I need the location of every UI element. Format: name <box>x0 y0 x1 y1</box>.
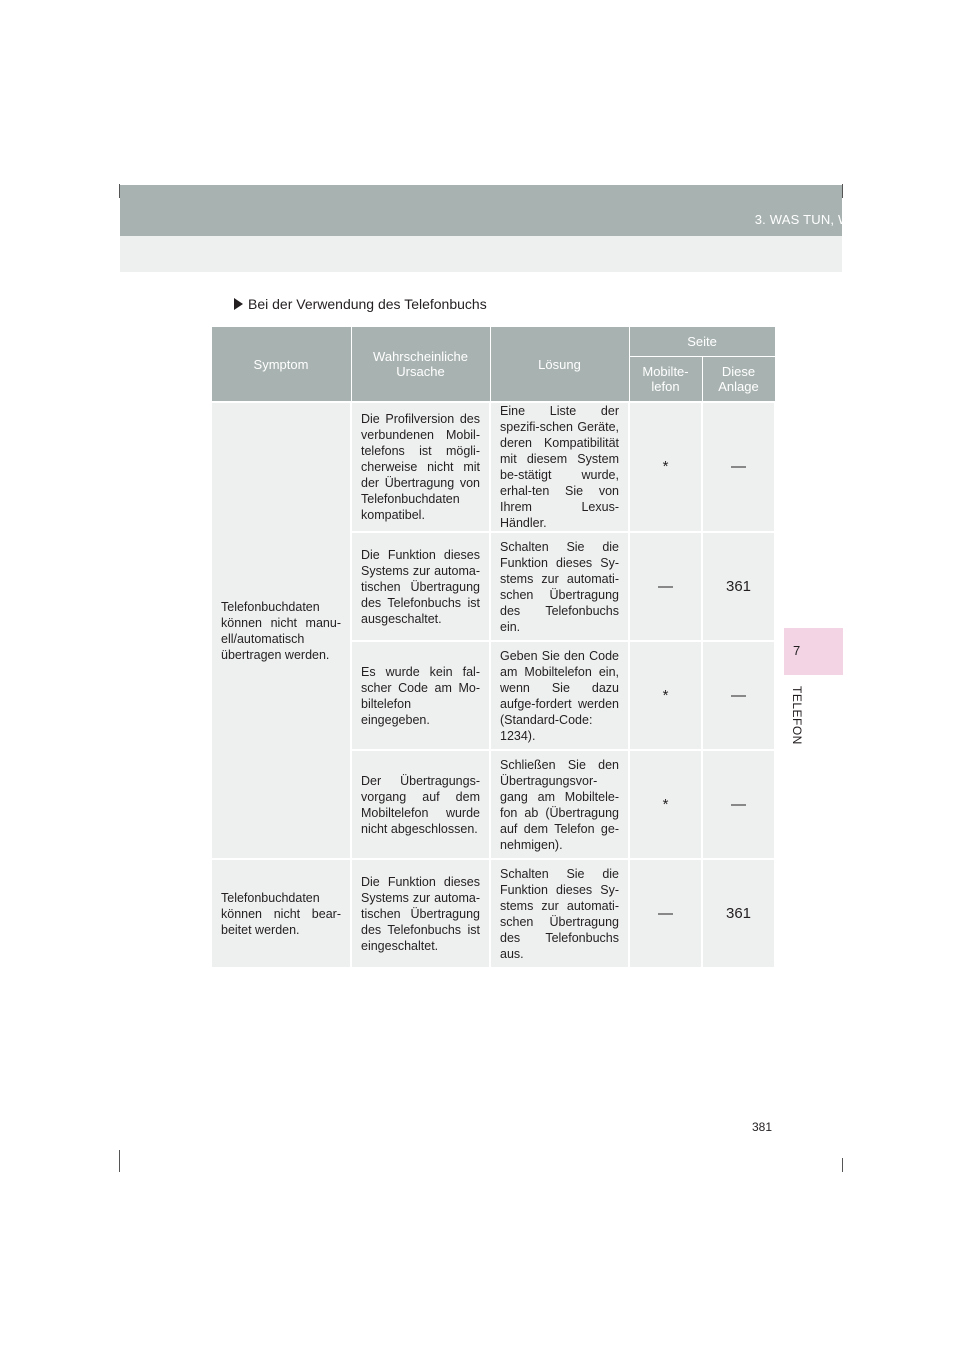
cause-cell: Es wurde kein fal-scher Code am Mo-biltelefon eingegeben. <box>351 641 490 750</box>
table-row <box>211 859 775 968</box>
solution-cell: Schalten Sie die Funktion dieses Sy-stems zur automati-schen Übertragung des Telefonbuchs aus. <box>490 859 629 968</box>
page-mobile-cell: * <box>629 750 702 859</box>
solution-cell: Geben Sie den Code am Mobiltelefon ein, wenn Sie dazu aufge-fordert werden (Standard-Code: 1234). <box>490 641 629 750</box>
section-heading <box>234 296 487 312</box>
solution-cell: Schalten Sie die Funktion dieses Sy-stems zur automati-schen Übertragung des Telefonbuchs ein. <box>490 532 629 641</box>
page-system-cell: 361 <box>702 859 775 968</box>
page-system-cell: 361 <box>702 532 775 641</box>
chapter-label: TELEFON <box>790 686 804 745</box>
header-bar <box>120 185 842 236</box>
solution-cell: Schließen Sie den Übertragungsvor-gang am Mobiltele-fon ab (Übertragung auf dem Telefon ge-nehmigen). <box>490 750 629 859</box>
table-row <box>211 402 775 532</box>
cause-cell: Die Funktion dieses Systems zur automa-tischen Übertragung des Telefonbuchs ist ausgeschaltet. <box>351 532 490 641</box>
page-system-cell: — <box>702 641 775 750</box>
page-number: 381 <box>752 1120 773 1134</box>
header-subbar <box>120 236 842 272</box>
header-page-system: Diese Anlage <box>702 357 775 403</box>
header-page: Seite <box>629 327 775 357</box>
page-mobile-cell: — <box>629 532 702 641</box>
page-mobile-cell: * <box>629 641 702 750</box>
symptom-cell: Telefonbuchdaten können nicht bear-beitet werden. <box>211 859 351 968</box>
page-mobile-cell: * <box>629 402 702 532</box>
cause-cell: Die Profilversion des verbundenen Mobil-telefons ist mögli-cherweise nicht mit der Übertragung von Telefonbuchdaten kompatibel. <box>351 402 490 532</box>
page-mobile-cell: — <box>629 859 702 968</box>
header-title: 3. WAS TUN, WENN... <box>754 212 890 227</box>
chapter-number: 7 <box>793 643 801 658</box>
header-cause: Wahrscheinliche Ursache <box>351 327 490 403</box>
page-system-cell: — <box>702 402 775 532</box>
symptom-cell: Telefonbuchdaten können nicht manu-ell/automatisch übertragen werden. <box>211 402 351 859</box>
solution-cell: Eine Liste der spezifi-schen Geräte, deren Kompatibilität mit diesem System be-stätigt wurde, erhal-ten Sie von Ihrem Lexus-Händler. <box>490 402 629 532</box>
header-page-mobile: Mobilte-lefon <box>629 357 702 403</box>
page-system-cell: — <box>702 750 775 859</box>
cause-cell: Der Übertragungs-vorgang auf dem Mobiltelefon wurde nicht abgeschlossen. <box>351 750 490 859</box>
header-symptom: Symptom <box>211 327 351 403</box>
crop-mark <box>842 184 843 198</box>
troubleshooting-table <box>210 326 776 969</box>
cause-cell: Die Funktion dieses Systems zur automa-tischen Übertragung des Telefonbuchs ist eingeschaltet. <box>351 859 490 968</box>
triangle-bullet-icon <box>234 298 243 310</box>
crop-mark <box>842 1158 843 1172</box>
section-heading-text: Bei der Verwendung des Telefonbuchs <box>248 296 487 312</box>
header-solution: Lösung <box>490 327 629 403</box>
crop-mark <box>119 1150 120 1172</box>
